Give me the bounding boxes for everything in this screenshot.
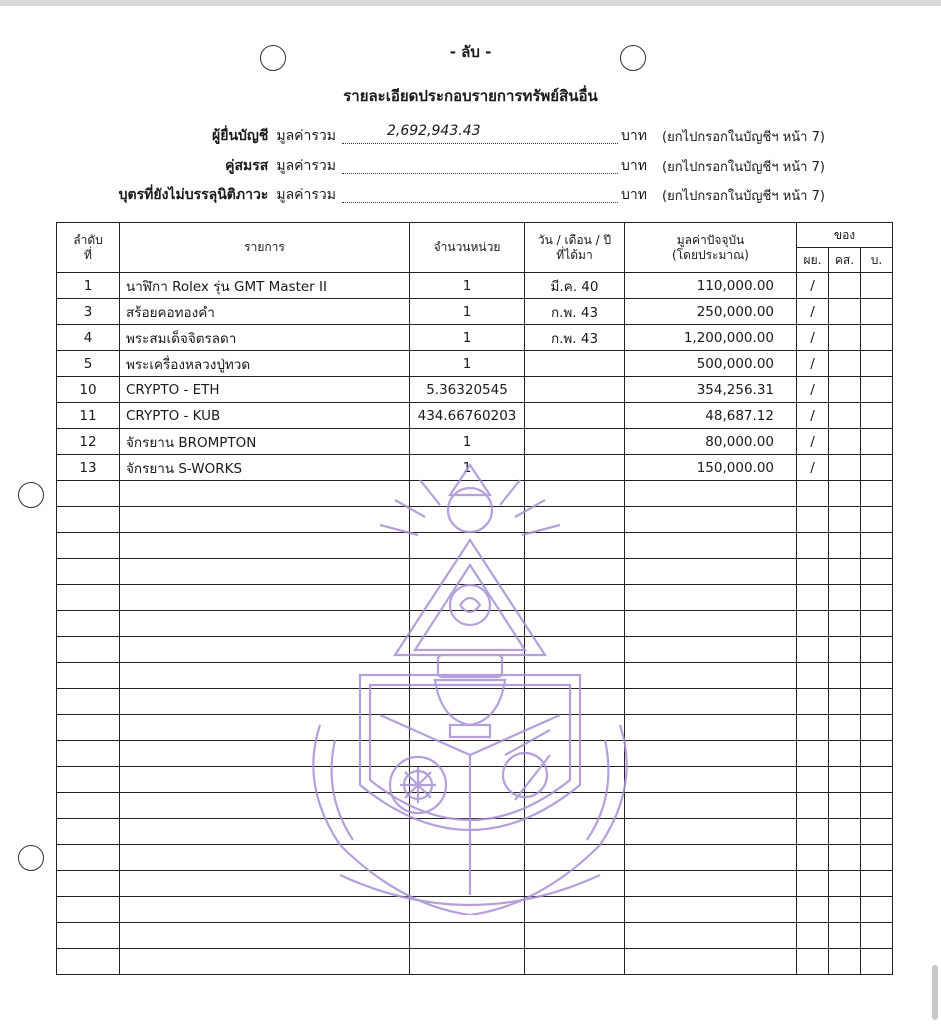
cell-owner-declarant: / [797, 325, 829, 351]
empty-cell [57, 559, 120, 585]
empty-cell [829, 819, 861, 845]
empty-cell [525, 715, 625, 741]
table-row-empty [57, 533, 893, 559]
empty-cell [797, 715, 829, 741]
empty-cell [797, 585, 829, 611]
summary-sublabel: มูลค่ารวม [276, 187, 336, 203]
table-row-empty [57, 793, 893, 819]
cell-date [525, 351, 625, 377]
table-row-empty [57, 481, 893, 507]
cell-owner-declarant: / [797, 351, 829, 377]
empty-cell [625, 741, 797, 767]
empty-cell [120, 845, 410, 871]
header-item: รายการ [120, 223, 410, 273]
summary-sublabel: มูลค่ารวม [276, 158, 336, 174]
empty-cell [861, 481, 893, 507]
empty-cell [120, 533, 410, 559]
empty-cell [57, 663, 120, 689]
cell-qty: 1 [410, 273, 525, 299]
empty-cell [525, 507, 625, 533]
cell-owner-child [861, 455, 893, 481]
empty-cell [861, 663, 893, 689]
empty-cell [57, 533, 120, 559]
empty-cell [525, 663, 625, 689]
cell-seq: 12 [57, 429, 120, 455]
empty-cell [829, 481, 861, 507]
empty-cell [410, 767, 525, 793]
empty-cell [625, 819, 797, 845]
empty-cell [797, 637, 829, 663]
empty-cell [797, 559, 829, 585]
empty-cell [57, 845, 120, 871]
empty-cell [829, 559, 861, 585]
cell-seq: 1 [57, 273, 120, 299]
empty-cell [829, 689, 861, 715]
empty-cell [525, 637, 625, 663]
cell-qty: 5.36320545 [410, 377, 525, 403]
empty-cell [525, 845, 625, 871]
page-footer-cut-off [500, 1012, 920, 1024]
cell-owner-spouse [829, 377, 861, 403]
empty-cell [57, 585, 120, 611]
empty-cell [829, 949, 861, 975]
empty-cell [829, 871, 861, 897]
table-row-empty [57, 741, 893, 767]
empty-cell [797, 871, 829, 897]
empty-cell [625, 949, 797, 975]
empty-cell [410, 715, 525, 741]
cell-owner-child [861, 299, 893, 325]
cell-owner-spouse [829, 273, 861, 299]
empty-cell [829, 611, 861, 637]
summary-note: (ยกไปกรอกในบัญชีฯ หน้า 7) [662, 130, 825, 145]
empty-cell [410, 637, 525, 663]
empty-cell [829, 507, 861, 533]
empty-cell [861, 819, 893, 845]
empty-cell [57, 897, 120, 923]
cell-qty: 1 [410, 429, 525, 455]
empty-cell [861, 715, 893, 741]
empty-cell [410, 663, 525, 689]
empty-cell [525, 871, 625, 897]
cell-owner-spouse [829, 325, 861, 351]
empty-cell [57, 767, 120, 793]
empty-cell [797, 741, 829, 767]
cell-qty: 1 [410, 325, 525, 351]
empty-cell [525, 923, 625, 949]
empty-cell [525, 819, 625, 845]
empty-cell [410, 923, 525, 949]
empty-cell [120, 767, 410, 793]
table-row-empty [57, 819, 893, 845]
empty-cell [625, 611, 797, 637]
empty-cell [57, 949, 120, 975]
cell-item: จักรยาน S-WORKS [120, 455, 410, 481]
empty-cell [57, 923, 120, 949]
empty-cell [57, 507, 120, 533]
cell-item: พระสมเด็จจิตรลดา [120, 325, 410, 351]
summary-value: 2,692,943.43 [387, 123, 481, 139]
empty-cell [797, 793, 829, 819]
table-row-empty [57, 559, 893, 585]
empty-cell [525, 559, 625, 585]
table-row [57, 403, 893, 429]
empty-cell [829, 663, 861, 689]
table-row-empty [57, 637, 893, 663]
empty-cell [525, 949, 625, 975]
table-row-empty [57, 767, 893, 793]
table-row [57, 299, 893, 325]
cell-value: 150,000.00 [625, 455, 797, 481]
cell-value: 500,000.00 [625, 351, 797, 377]
header-owner-declarant: ผย. [797, 248, 829, 273]
empty-cell [797, 663, 829, 689]
empty-cell [861, 871, 893, 897]
cell-value: 354,256.31 [625, 377, 797, 403]
empty-cell [525, 793, 625, 819]
cell-qty: 434.66760203 [410, 403, 525, 429]
summary-unit: บาท [621, 187, 647, 203]
empty-cell [861, 923, 893, 949]
cell-seq: 13 [57, 455, 120, 481]
empty-cell [625, 507, 797, 533]
empty-cell [120, 559, 410, 585]
table-row-empty [57, 663, 893, 689]
empty-cell [797, 819, 829, 845]
cell-owner-child [861, 351, 893, 377]
summary-label: บุตรที่ยังไม่บรรลุนิติภาวะ [118, 187, 269, 203]
empty-cell [120, 923, 410, 949]
summary-unit: บาท [621, 158, 647, 174]
cell-owner-child [861, 429, 893, 455]
cell-value: 80,000.00 [625, 429, 797, 455]
cell-seq: 4 [57, 325, 120, 351]
empty-cell [57, 689, 120, 715]
empty-cell [525, 897, 625, 923]
empty-cell [797, 949, 829, 975]
table-row [57, 377, 893, 403]
cell-seq: 10 [57, 377, 120, 403]
empty-cell [120, 949, 410, 975]
table-row [57, 273, 893, 299]
empty-cell [410, 481, 525, 507]
header-seq: ลำดับ ที่ [57, 223, 120, 273]
empty-cell [120, 793, 410, 819]
empty-cell [525, 689, 625, 715]
empty-cell [525, 767, 625, 793]
cell-owner-child [861, 325, 893, 351]
empty-cell [525, 741, 625, 767]
empty-cell [861, 585, 893, 611]
summary-line-spouse [0, 155, 941, 177]
empty-cell [829, 637, 861, 663]
empty-cell [120, 663, 410, 689]
header-owner-spouse: คส. [829, 248, 861, 273]
classification-label: - ลับ - [449, 43, 492, 61]
summary-label: คู่สมรส [225, 158, 269, 174]
cell-seq: 3 [57, 299, 120, 325]
summary-line-children [0, 184, 941, 206]
empty-cell [410, 585, 525, 611]
empty-cell [410, 559, 525, 585]
table-row-empty [57, 845, 893, 871]
empty-cell [120, 871, 410, 897]
cell-value: 48,687.12 [625, 403, 797, 429]
empty-cell [625, 793, 797, 819]
empty-cell [410, 845, 525, 871]
cell-item: CRYPTO - KUB [120, 403, 410, 429]
table-row-empty [57, 507, 893, 533]
empty-cell [625, 897, 797, 923]
cell-owner-declarant: / [797, 429, 829, 455]
summary-value-field [342, 155, 618, 174]
empty-cell [57, 819, 120, 845]
cell-qty: 1 [410, 351, 525, 377]
cell-seq: 11 [57, 403, 120, 429]
empty-cell [625, 637, 797, 663]
cell-owner-spouse [829, 429, 861, 455]
table-row [57, 455, 893, 481]
cell-date [525, 455, 625, 481]
punch-hole [18, 482, 44, 508]
cell-value: 110,000.00 [625, 273, 797, 299]
cell-date: มี.ค. 40 [525, 273, 625, 299]
empty-cell [625, 871, 797, 897]
cell-owner-spouse [829, 299, 861, 325]
table-row [57, 351, 893, 377]
empty-cell [410, 949, 525, 975]
empty-cell [120, 507, 410, 533]
summary-note: (ยกไปกรอกในบัญชีฯ หน้า 7) [662, 160, 825, 175]
summary-unit: บาท [621, 128, 647, 144]
header-owner-child: บ. [861, 248, 893, 273]
cell-value: 1,200,000.00 [625, 325, 797, 351]
empty-cell [861, 767, 893, 793]
page-top-edge [0, 0, 941, 6]
cell-owner-declarant: / [797, 403, 829, 429]
empty-cell [410, 611, 525, 637]
table-row-empty [57, 689, 893, 715]
cell-item: CRYPTO - ETH [120, 377, 410, 403]
table-row [57, 429, 893, 455]
empty-cell [861, 507, 893, 533]
table-row-empty [57, 585, 893, 611]
cell-item: พระเครื่องหลวงปู่ทวด [120, 351, 410, 377]
empty-cell [861, 637, 893, 663]
header-value: มูลค่าปัจจุบัน (โดยประมาณ) [625, 223, 797, 273]
summary-note: (ยกไปกรอกในบัญชีฯ หน้า 7) [662, 189, 825, 204]
table-row-empty [57, 871, 893, 897]
empty-cell [797, 533, 829, 559]
empty-cell [57, 793, 120, 819]
empty-cell [861, 793, 893, 819]
empty-cell [625, 845, 797, 871]
cell-date [525, 429, 625, 455]
empty-cell [525, 611, 625, 637]
cell-item: สร้อยคอทองคำ [120, 299, 410, 325]
empty-cell [57, 741, 120, 767]
table-row-empty [57, 611, 893, 637]
empty-cell [861, 533, 893, 559]
empty-cell [625, 663, 797, 689]
empty-cell [797, 767, 829, 793]
empty-cell [625, 767, 797, 793]
empty-cell [410, 871, 525, 897]
header-qty: จำนวนหน่วย [410, 223, 525, 273]
cell-owner-spouse [829, 351, 861, 377]
empty-cell [57, 871, 120, 897]
cell-owner-declarant: / [797, 299, 829, 325]
empty-cell [410, 533, 525, 559]
empty-cell [120, 637, 410, 663]
empty-cell [861, 611, 893, 637]
summary-sublabel: มูลค่ารวม [276, 128, 336, 144]
table-row [57, 325, 893, 351]
empty-cell [120, 611, 410, 637]
empty-cell [861, 949, 893, 975]
empty-cell [829, 923, 861, 949]
empty-cell [410, 689, 525, 715]
cell-owner-child [861, 377, 893, 403]
cell-qty: 1 [410, 455, 525, 481]
empty-cell [410, 819, 525, 845]
cell-date [525, 403, 625, 429]
empty-cell [410, 897, 525, 923]
cell-value: 250,000.00 [625, 299, 797, 325]
empty-cell [625, 533, 797, 559]
cell-owner-declarant: / [797, 377, 829, 403]
empty-cell [797, 845, 829, 871]
summary-value-field [342, 125, 618, 144]
empty-cell [797, 611, 829, 637]
empty-cell [410, 741, 525, 767]
empty-cell [829, 767, 861, 793]
cell-owner-spouse [829, 403, 861, 429]
summary-label: ผู้ยื่นบัญชี [212, 128, 269, 144]
empty-cell [120, 741, 410, 767]
empty-cell [625, 481, 797, 507]
empty-cell [120, 819, 410, 845]
header-owner: ของ [797, 223, 893, 248]
empty-cell [861, 559, 893, 585]
empty-cell [625, 715, 797, 741]
assets-table [56, 222, 893, 975]
table-row-empty [57, 715, 893, 741]
cell-owner-child [861, 403, 893, 429]
empty-cell [797, 689, 829, 715]
empty-cell [797, 897, 829, 923]
empty-cell [57, 715, 120, 741]
empty-cell [625, 689, 797, 715]
empty-cell [410, 793, 525, 819]
empty-cell [625, 559, 797, 585]
document-title: รายละเอียดประกอบรายการทรัพย์สินอื่น [343, 87, 598, 105]
empty-cell [525, 533, 625, 559]
empty-cell [57, 637, 120, 663]
empty-cell [120, 897, 410, 923]
cell-owner-declarant: / [797, 455, 829, 481]
empty-cell [120, 689, 410, 715]
table-row-empty [57, 923, 893, 949]
empty-cell [57, 611, 120, 637]
summary-value-field [342, 184, 618, 203]
empty-cell [829, 845, 861, 871]
empty-cell [525, 481, 625, 507]
table-row-empty [57, 949, 893, 975]
empty-cell [861, 897, 893, 923]
empty-cell [410, 507, 525, 533]
empty-cell [120, 715, 410, 741]
empty-cell [829, 741, 861, 767]
scrollbar-thumb[interactable] [932, 965, 938, 1020]
empty-cell [120, 585, 410, 611]
cell-date: ก.พ. 43 [525, 299, 625, 325]
cell-qty: 1 [410, 299, 525, 325]
empty-cell [797, 507, 829, 533]
cell-seq: 5 [57, 351, 120, 377]
punch-hole [18, 845, 44, 871]
empty-cell [829, 897, 861, 923]
cell-date: ก.พ. 43 [525, 325, 625, 351]
cell-item: จักรยาน BROMPTON [120, 429, 410, 455]
empty-cell [861, 845, 893, 871]
empty-cell [525, 585, 625, 611]
empty-cell [829, 585, 861, 611]
empty-cell [797, 481, 829, 507]
table-row-empty [57, 897, 893, 923]
empty-cell [57, 481, 120, 507]
empty-cell [829, 715, 861, 741]
empty-cell [625, 585, 797, 611]
empty-cell [625, 923, 797, 949]
header-date: วัน / เดือน / ปี ที่ได้มา [525, 223, 625, 273]
cell-owner-spouse [829, 455, 861, 481]
empty-cell [797, 923, 829, 949]
empty-cell [861, 741, 893, 767]
summary-line-declarant [0, 125, 941, 147]
empty-cell [861, 689, 893, 715]
cell-owner-child [861, 273, 893, 299]
empty-cell [829, 793, 861, 819]
cell-owner-declarant: / [797, 273, 829, 299]
empty-cell [829, 533, 861, 559]
cell-item: นาฬิกา Rolex รุ่น GMT Master II [120, 273, 410, 299]
cell-date [525, 377, 625, 403]
empty-cell [120, 481, 410, 507]
